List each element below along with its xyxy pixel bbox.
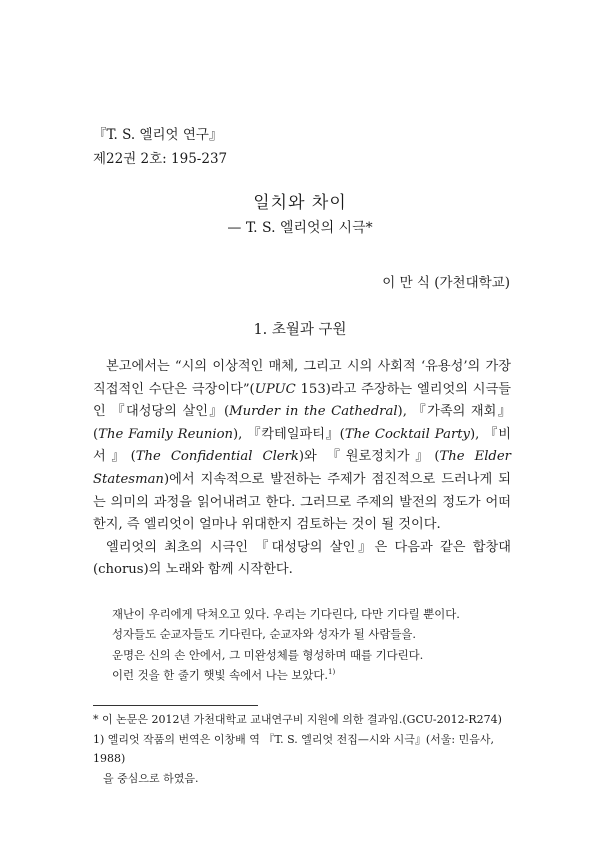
text-segment: 153)라고 주장하는 엘리엇의 시극들인 『대성당의 살인』( [93, 381, 511, 420]
text-segment: )에서 지속적으로 발전하는 주제가 점진적으로 드러나게 되는 의미의 과정을 읽어내려고 한다. 그러므로 주제의 발전의 정도가 어떠한지, 즉 엘리엇이 얼마나 위대한지 검토하는 것이 될 것이다. [93, 471, 511, 533]
quote-line-1: 재난이 우리에게 닥쳐오고 있다. 우리는 기다린다, 다만 기다릴 뿐이다. [112, 607, 460, 621]
text-segment: ), 『칵테일파티』( [233, 426, 345, 442]
quote-line-3: 운명은 신의 손 안에서, 그 미완성체를 형성하며 때를 기다린다. [112, 647, 424, 662]
journal-name: 『T. S. 엘리엇 연구』 [93, 127, 223, 143]
journal-volume: 제22권 2호: 195-237 [93, 151, 228, 167]
italic-title-segment: Murder in the Cathedral [229, 404, 398, 420]
footnote-1-continued: 을 중심으로 하였음. [103, 771, 199, 785]
article-author: 이 만 식 (가천대학교) [382, 275, 510, 291]
italic-title-segment: UPUC [254, 381, 296, 397]
italic-title-segment: The Family Reunion [98, 426, 234, 442]
article-title: 일치와 차이 [253, 193, 347, 213]
section-heading: 1. 초월과 구원 [253, 322, 347, 338]
footnote-divider [93, 705, 258, 706]
body-paragraph-1 [93, 356, 511, 537]
text-segment: ), 『가족의 재회』( [93, 404, 512, 442]
text-segment: )와 『원로정치가』( [298, 449, 440, 465]
quote-line-2: 성자들도 순교자들도 기다린다, 순교자와 성자가 될 사람들을. [112, 627, 417, 642]
body-paragraph-2: 엘리엇의 최초의 시극인 『대성당의 살인』은 다음과 같은 합창대(chorus)의 노래와 함께 시작한다. [93, 539, 511, 578]
italic-title-segment: The Cocktail Party [344, 426, 471, 442]
footnotes [93, 710, 513, 788]
footnote-1: 1) 엘리엇 작품의 번역은 이창배 역 『T. S. 엘리엇 전집—시와 시극』(서울: 민음사, 1988) [93, 732, 495, 765]
article-subtitle: — T. S. 엘리엇의 시극* [227, 220, 373, 236]
text-segment: 본고에서는 “시의 이상적인 매체, 그리고 시의 사회적 ‘유용성’의 가장 직접적인 수단은 극장이다”( [93, 359, 511, 397]
quote-line-4-text: 이런 것을 한 줄기 햇빛 속에서 나는 보았다. [112, 668, 329, 683]
body-text [93, 356, 511, 582]
footnote-ref-1[interactable]: 1) [328, 668, 336, 677]
italic-title-segment: The Elder Statesman [93, 449, 511, 487]
block-quote [112, 604, 512, 686]
footnote-star: * 이 논문은 2012년 가천대학교 교내연구비 지원에 의한 결과임.(GCU-2012-R274) [93, 713, 502, 726]
italic-title-segment: The Confidential Clerk [135, 449, 299, 465]
quote-line-4 [112, 665, 512, 685]
journal-header [93, 123, 227, 171]
text-segment: ), 『비서』( [93, 426, 511, 465]
